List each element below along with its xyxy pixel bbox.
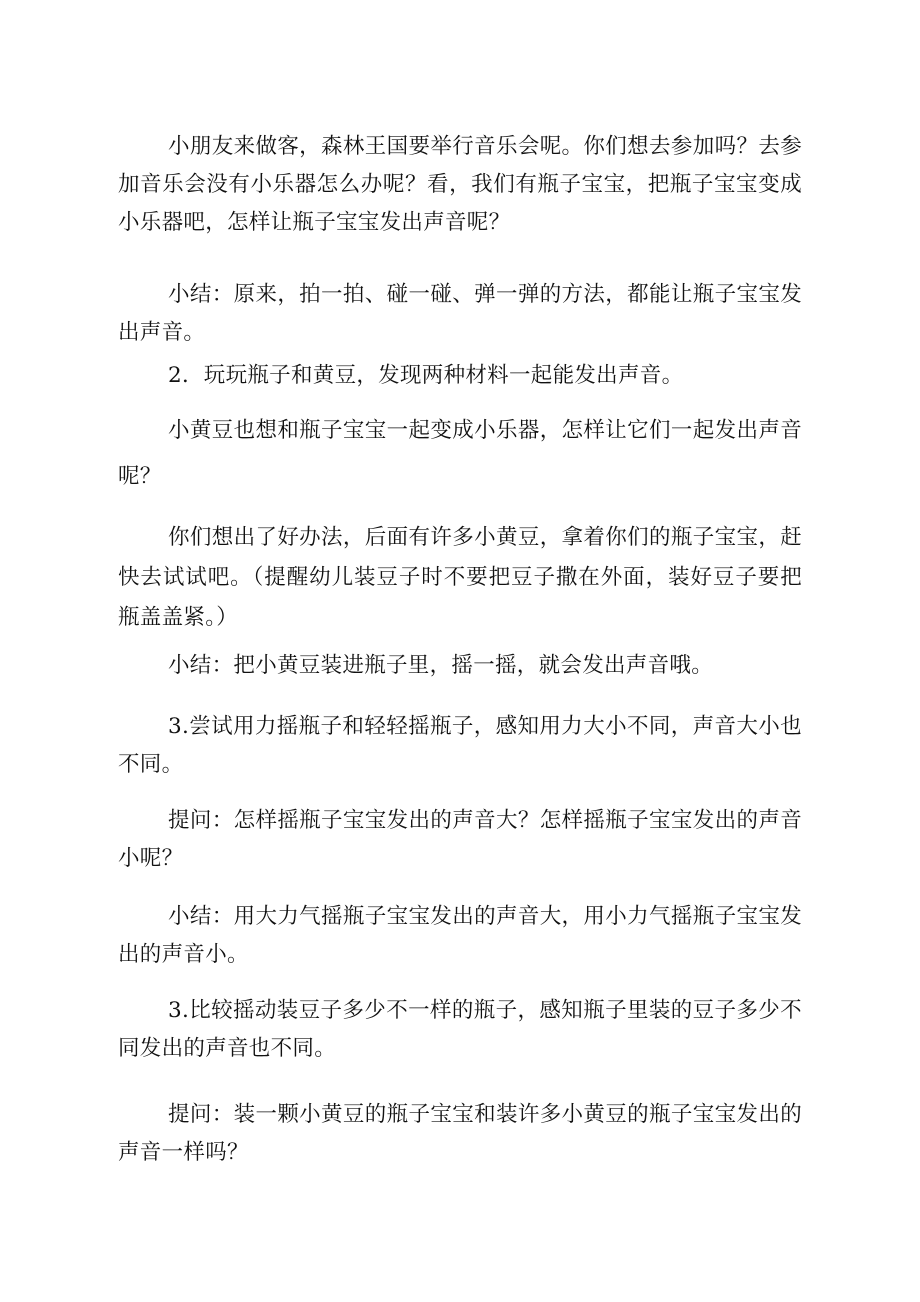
paragraph-step-3-heading: 3.尝试用力摇瓶子和轻轻摇瓶子，感知用力大小不同，声音大小也不同。 bbox=[118, 714, 802, 777]
paragraph-question-2: 提问：装一颗小黄豆的瓶子宝宝和装许多小黄豆的瓶子宝宝发出的声音一样吗？ bbox=[118, 1102, 802, 1165]
paragraph-step-2-question: 小黄豆也想和瓶子宝宝一起变成小乐器，怎样让它们一起发出声音呢？ bbox=[118, 418, 802, 489]
paragraph-intro: 小朋友来做客，森林王国要举行音乐会呢。你们想去参加吗？去参加音乐会没有小乐器怎么办呢？看，我们有瓶子宝宝，把瓶子宝宝变成小乐器吧，怎样让瓶子宝宝发出声音呢？ bbox=[118, 134, 802, 235]
paragraph-summary-3: 小结：用大力气摇瓶子宝宝发出的声音大，用小力气摇瓶子宝宝发出的声音小。 bbox=[118, 904, 802, 967]
paragraph-question-1: 提问：怎样摇瓶子宝宝发出的声音大？怎样摇瓶子宝宝发出的声音小呢？ bbox=[118, 808, 802, 871]
paragraph-summary-1: 小结：原来，拍一拍、碰一碰、弹一弹的方法，都能让瓶子宝宝发出声音。 bbox=[118, 282, 802, 345]
paragraph-step-3b-heading: 3.比较摇动装豆子多少不一样的瓶子，感知瓶子里装的豆子多少不同发出的声音也不同。 bbox=[118, 998, 802, 1061]
paragraph-summary-2: 小结：把小黄豆装进瓶子里，摇一摇，就会发出声音哦。 bbox=[168, 653, 714, 678]
paragraph-step-2-activity: 你们想出了好办法，后面有许多小黄豆，拿着你们的瓶子宝宝，赶快去试试吧。（提醒幼儿装豆子时不要把豆子撒在外面，装好豆子要把瓶盖盖紧。） bbox=[118, 525, 802, 630]
paragraph-step-2-heading: 2．玩玩瓶子和黄豆，发现两种材料一起能发出声音。 bbox=[168, 363, 684, 388]
